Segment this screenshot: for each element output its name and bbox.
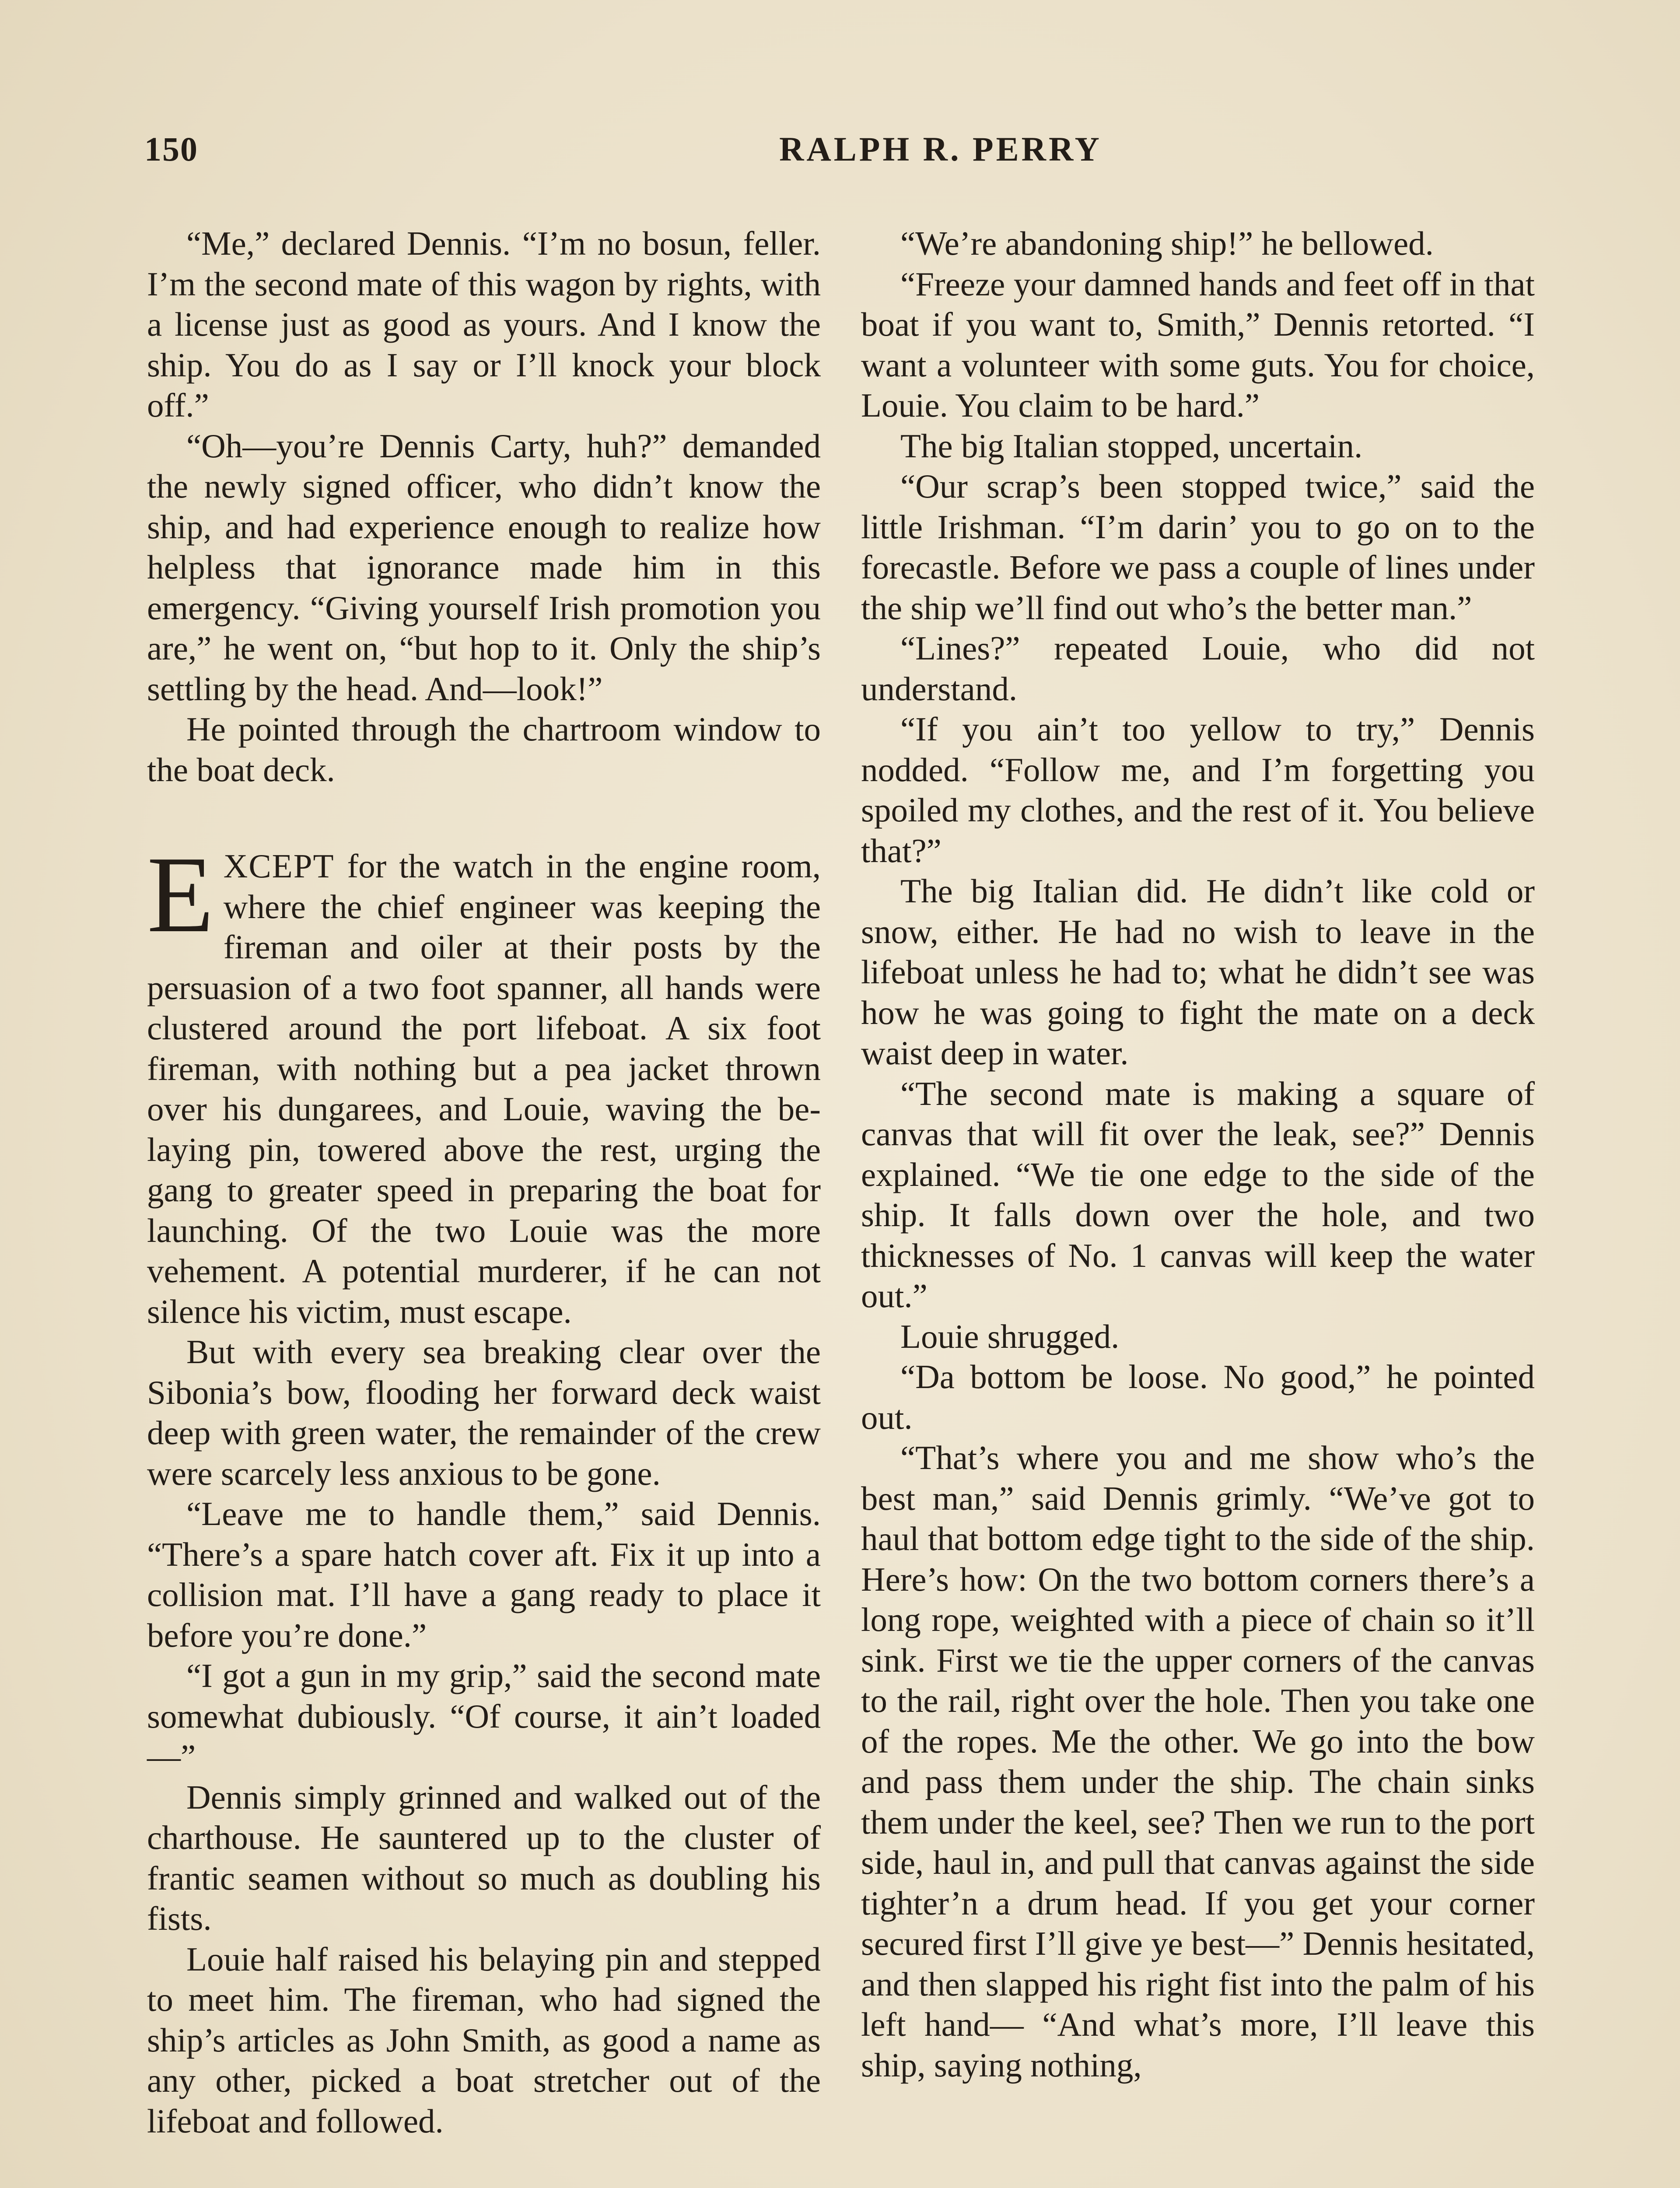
paragraph: “Leave me to handle them,” said Dennis. “There’s a spare hatch cover aft. Fix it up into a collision mat. I’ll have a gang ready to place it before you’re done.” bbox=[147, 1495, 821, 1654]
section-break bbox=[147, 790, 821, 846]
paragraph: “Oh—you’re Dennis Carty, huh?” demanded the newly signed officer, who didn’t know the ship, and had experience enough to realize how helpless that ignorance made him in this emergency. “Giving yourself Irish promotion you are,” he went on, “but hop to it. Only the ship’s settling by the head. And—look!” bbox=[147, 427, 821, 708]
paragraph: “Lines?” repeated Louie, who did not understand. bbox=[861, 629, 1535, 708]
paragraph: “If you ain’t too yellow to try,” Dennis nodded. “Follow me, and I’m forgetting you spoiled my clothes, and the rest of it. You believe that?” bbox=[861, 710, 1535, 870]
dropcap-paragraph bbox=[147, 834, 821, 1332]
paragraph-text: for the watch in the engine room, where the chief engineer was keeping the fireman and oiler at their posts by the persuasion of a two foot spanner, all hands were clustered around the port lifeboat. A six foot fireman, with nothing but a pea jacket thrown over his dungarees, and Louie, waving the belaying pin, towered above the rest, urging the gang to greater speed in preparing the boat for launching. Of the two Louie was the more vehement. A potential murderer, if he can not silence his victim, must escape. bbox=[147, 847, 821, 1330]
page-header bbox=[144, 130, 1536, 186]
paragraph: He pointed through the chartroom window to the boat deck. bbox=[147, 710, 821, 789]
paragraph: The big Italian did. He didn’t like cold or snow, either. He had no wish to leave in the lifeboat unless he had to; what he didn’t see was how he was going to fight the mate on a deck waist deep in water. bbox=[861, 872, 1535, 1072]
lead-in-caps: XCEPT bbox=[223, 847, 335, 885]
paragraph: Dennis simply grinned and walked out of the charthouse. He sauntered up to the cluster of frantic seamen without so much as doubling his fists. bbox=[147, 1778, 821, 1937]
paragraph: “Our scrap’s been stopped twice,” said the little Irishman. “I’m darin’ you to go on to the forecastle. Before we pass a couple of lines under the ship we’ll find out who’s the better man.” bbox=[861, 467, 1535, 627]
running-head: RALPH R. PERRY bbox=[779, 130, 1102, 168]
paragraph: Louie half raised his belaying pin and stepped to meet him. The fireman, who had signed the ship’s articles as John Smith, as good a name as any other, picked a boat stretcher out of the lifeboat and followed. bbox=[147, 1940, 821, 2140]
paragraph: “Da bottom be loose. No good,” he pointed out. bbox=[861, 1358, 1535, 1436]
paragraph: Louie shrugged. bbox=[900, 1317, 1120, 1355]
paragraph: “Freeze your damned hands and feet off in that boat if you want to, Smith,” Dennis retorted. “I want a volunteer with some guts. You for choice, Louie. You claim to be hard.” bbox=[861, 265, 1535, 424]
paragraph: “Me,” declared Dennis. “I’m no bosun, feller. I’m the second mate of this wagon by rights, with a license just as good as yours. And I know the ship. You do as I say or I’ll knock your block off.” bbox=[147, 224, 821, 424]
paragraph: “We’re abandoning ship!” he bellowed. bbox=[900, 224, 1434, 262]
paragraph: The big Italian stopped, uncertain. bbox=[900, 427, 1363, 465]
paragraph: But with every sea breaking clear over the Sibonia’s bow, flooding her forward deck waist deep with green water, the remainder of the crew were scarcely less anxious to be gone. bbox=[147, 1333, 821, 1492]
paragraph: “The second mate is making a square of canvas that will fit over the leak, see?” Dennis explained. “We tie one edge to the side of the ship. It falls down over the hole, and two thicknesses of No. 1 canvas will keep the water out.” bbox=[861, 1074, 1535, 1315]
paragraph: “I got a gun in my grip,” said the second mate somewhat dubiously. “Of course, it ain’t loaded—” bbox=[147, 1657, 821, 1775]
page-number: 150 bbox=[144, 130, 198, 168]
left-column bbox=[147, 223, 821, 2141]
right-column bbox=[861, 223, 1535, 2085]
drop-cap: E bbox=[147, 834, 214, 955]
paragraph: “That’s where you and me show who’s the best man,” said Dennis grimly. “We’ve got to haul that bottom edge tight to the side of the ship. Here’s how: On the two bottom corners there’s a long rope, weighted with a piece of chain so it’ll sink. First we tie the upper corners of the canvas to the rail, right over the hole. Then you take one of the ropes. Me the other. We go into the bow and pass them under the ship. The chain sinks them under the keel, see? Then we run to the port side, haul in, and pull that canvas against the side tighter’n a drum head. If you get your corner secured first I’ll give ye best—” Dennis hesitated, and then slapped his right fist into the palm of his left hand— “And what’s more, I’ll leave this ship, saying nothing, bbox=[861, 1439, 1535, 2084]
